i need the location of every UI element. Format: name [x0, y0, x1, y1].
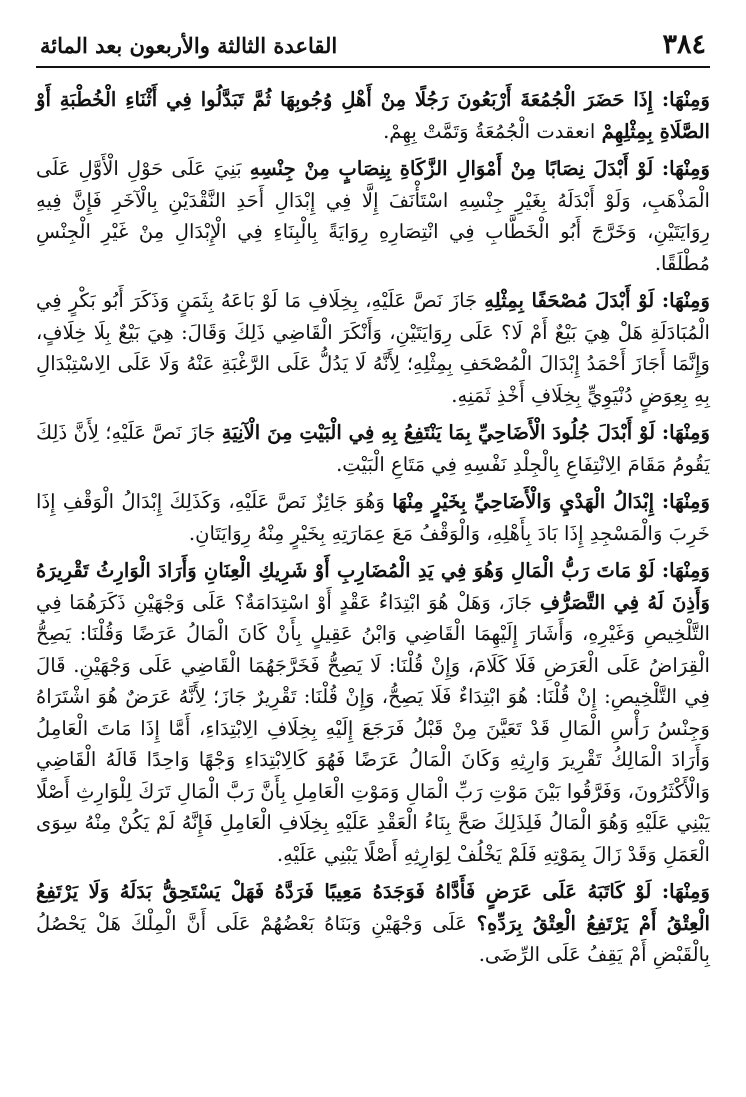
book-page — [36, 28, 710, 1068]
paragraph — [36, 486, 710, 549]
page-header — [36, 28, 710, 68]
paragraph-lead: وَمِنْهَا: لَوْ أَبْدَلَ نِصَابًا مِنْ أَمْوَالِ الزَّكَاةِ بِنِصَابٍ مِنْ جِنْسِهِ — [249, 157, 710, 180]
paragraph — [36, 876, 710, 971]
paragraph-lead: وَمِنْهَا: لَوْ مَاتَ رَبُّ الْمَالِ وَهُوَ فِي يَدِ الْمُضَارِبِ أَوْ شَرِيكِ الْعِنَانِ وَأَرَادَ الْوَارِثُ تَقْرِيرَهُ وَأَذِنَ لَهُ فِي التَّصَرُّفِ — [36, 559, 710, 614]
paragraph — [36, 417, 710, 480]
page-body — [36, 84, 710, 971]
running-title: القاعدة الثالثة والأربعون بعد المائة — [40, 33, 338, 58]
page-number: ٣٨٤ — [662, 29, 706, 60]
paragraph-lead: وَمِنْهَا: إِذَا حَضَرَ الْجُمُعَةَ أَرْبَعُونَ رَجُلًا مِنْ أَهْلِ وُجُوبِهَا ثُمَّ تَبَدَّلُوا فِي أَثْنَاءِ الْخُطْبَةِ أَوْ الصَّلَاةِ بِمِثْلِهِمْ — [36, 88, 710, 143]
paragraph-text: انعقدت الْجُمُعَةُ وَتَمَّتْ بِهِمْ. — [383, 119, 602, 143]
paragraph-text: عَلَى وَجْهَيْنِ وَبَنَاهُ بَعْضُهُمْ عَلَى أَنَّ الْمِلْكَ هَلْ يَحْصُلُ بِالْقَبْضِ أَمْ يَقِفُ عَلَى الرِّضَى. — [36, 911, 710, 966]
paragraph-text: جَازَ نَصَّ عَلَيْهِ؛ لِأَنَّ ذَلِكَ يَقُومُ مَقَامَ الِانْتِفَاعِ بِالْجِلْدِ نَفْسِهِ فِي مَتَاعِ الْبَيْتِ. — [36, 421, 710, 476]
paragraph-lead: وَمِنْهَا: لَوْ أَبْدَلَ مُصْحَفًا بِمِثْلِهِ — [484, 289, 710, 312]
paragraph-text: وَهُوَ جَائِزٌ نَصَّ عَلَيْهِ، وَكَذَلِكَ إِبْدَالُ الْوَقْفِ إِذَا خَرِبَ وَالْمَسْجِدِ إِذَا بَادَ بِأَهْلِهِ، وَالْوَقْفُ مَعَ عِمَارَتِهِ بِخَيْرٍ مِنْهُ رِوَايَتَانِ. — [36, 490, 710, 545]
paragraph-lead: وَمِنْهَا: لَوْ كَاتَبَهُ عَلَى عَرَضٍ فَأَدَّاهُ فَوَجَدَهُ مَعِيبًا فَرَدَّهُ فَهَلْ يَسْتَحِقُّ بَدَلَهُ وَلَا يَرْتَفِعُ الْعِتْقُ أَمْ يَرْتَفِعُ الْعِتْقُ بِرَدِّهِ؟ — [36, 880, 710, 935]
paragraph-lead: وَمِنْهَا: إِبْدَالُ الْهَدْيِ وَالْأَضَاحِيِّ بِخَيْرٍ مِنْهَا — [392, 490, 710, 513]
paragraph — [36, 153, 710, 279]
paragraph-text: بَنِيَ عَلَى حَوْلِ الْأَوَّلِ عَلَى الْمَذْهَبِ، وَلَوْ أَبْدَلَهُ بِغَيْرِ جِنْسِهِ اسْتَأْنَفَ إِلَّا فِي إِبْدَالِ أَحَدِ النَّقْدَيْنِ بِالْآخَرِ فَإِنَّ فِيهِ رِوَايَتَيْنِ، وَخَرَّجَ أَبُو الْخَطَّابِ فِي انْتِصَارِهِ رِوَايَةً بِالْبِنَاءِ فِي الْإِبْدَالِ مِنْ غَيْرِ الْجِنْسِ مُطْلَقًا. — [36, 157, 710, 275]
paragraph — [36, 555, 710, 870]
paragraph — [36, 84, 710, 147]
paragraph — [36, 285, 710, 411]
paragraph-text: جَازَ نَصَّ عَلَيْهِ، بِخِلَافِ مَا لَوْ بَاعَهُ بِثَمَنٍ وَذَكَرَ أَبُو بَكْرٍ فِي الْمُبَادَلَةِ هَلْ هِيَ بَيْعٌ أَمْ لَا؟ عَلَى رِوَايَتَيْنِ، وَأَنْكَرَ الْقَاضِي ذَلِكَ وَقَالَ: هِيَ بَيْعٌ بِلَا خِلَافٍ، وَإِنَّمَا أَجَازَ أَحْمَدُ إِبْدَالَ الْمُصْحَفِ بِمِثْلِهِ؛ لِأَنَّهُ لَا يَدُلُّ عَلَى الرَّغْبَةِ عَنْهُ وَلَا عَلَى الِاسْتِبْدَالِ بِهِ بِعِوَضٍ دُنْيَوِيٍّ بِخِلَافِ أَخْذِ ثَمَنِهِ. — [36, 289, 710, 407]
paragraph-lead: وَمِنْهَا: لَوْ أَبْدَلَ جُلُودَ الْأَضَاحِيِّ بِمَا يَنْتَفِعُ بِهِ فِي الْبَيْتِ مِنَ الْآنِيَةِ — [221, 421, 710, 444]
paragraph-text: جَازَ، وَهَلْ هُوَ ابْتِدَاءُ عَقْدٍ أَوْ اسْتِدَامَةٌ؟ عَلَى وَجْهَيْنِ ذَكَرَهُمَا فِي التَّلْخِيصِ وَغَيْرِهِ، وَأَشَارَ إِلَيْهِمَا الْقَاضِي وَابْنُ عَقِيلٍ بِأَنْ كَانَ الْمَالُ عَرَضًا وَقُلْنَا: يَصِحُّ الْقِرَاضُ عَلَى الْعَرَضِ فَلَا كَلَامَ، وَإِنْ قُلْنَا: لَا يَصِحُّ فَخَرَّجَهُمَا الْقَاضِي عَلَى وَجْهَيْنِ. قَالَ فِي التَّلْخِيصِ: إِنْ قُلْنَا: هُوَ ابْتِدَاءٌ فَلَا يَصِحُّ، وَإِنْ قُلْنَا: تَقْرِيرٌ جَازَ؛ لِأَنَّهُ عَرَضٌ هُوَ اشْتَرَاهُ وَجِنْسُ رَأْسِ الْمَالِ قَدْ تَعَيَّنَ مِنْ قَبْلُ فَرَجَعَ إِلَيْهِ بِخِلَافِ الِابْتِدَاءِ، أَمَّا إِذَا مَاتَ الْعَامِلُ وَأَرَادَ الْمَالِكُ تَقْرِيرَ وَارِثِهِ وَكَانَ الْمَالُ عَرَضًا فَهُوَ كَالِابْتِدَاءِ وَجْهًا وَاحِدًا قَالَهُ الْقَاضِي وَالْأَكْثَرُونَ، وَفَرَّقُوا بَيْنَ مَوْتِ رَبِّ الْمَالِ وَمَوْتِ الْعَامِلِ بِأَنَّ رَبَّ الْمَالِ تَرَكَ لِلْوَارِثِ أَصْلًا يَبْنِي عَلَيْهِ وَهُوَ الْمَالُ فَلِذَلِكَ صَحَّ بِنَاءُ الْعَقْدِ عَلَيْهِ بِخِلَافِ الْعَامِلِ فَإِنَّهُ لَمْ يَكُنْ مِنْهُ سِوَى الْعَمَلِ وَقَدْ زَالَ بِمَوْتِهِ فَلَمْ يَخْلُفْ لِوَارِثِهِ أَصْلًا يَبْنِي عَلَيْهِ. — [36, 590, 710, 866]
